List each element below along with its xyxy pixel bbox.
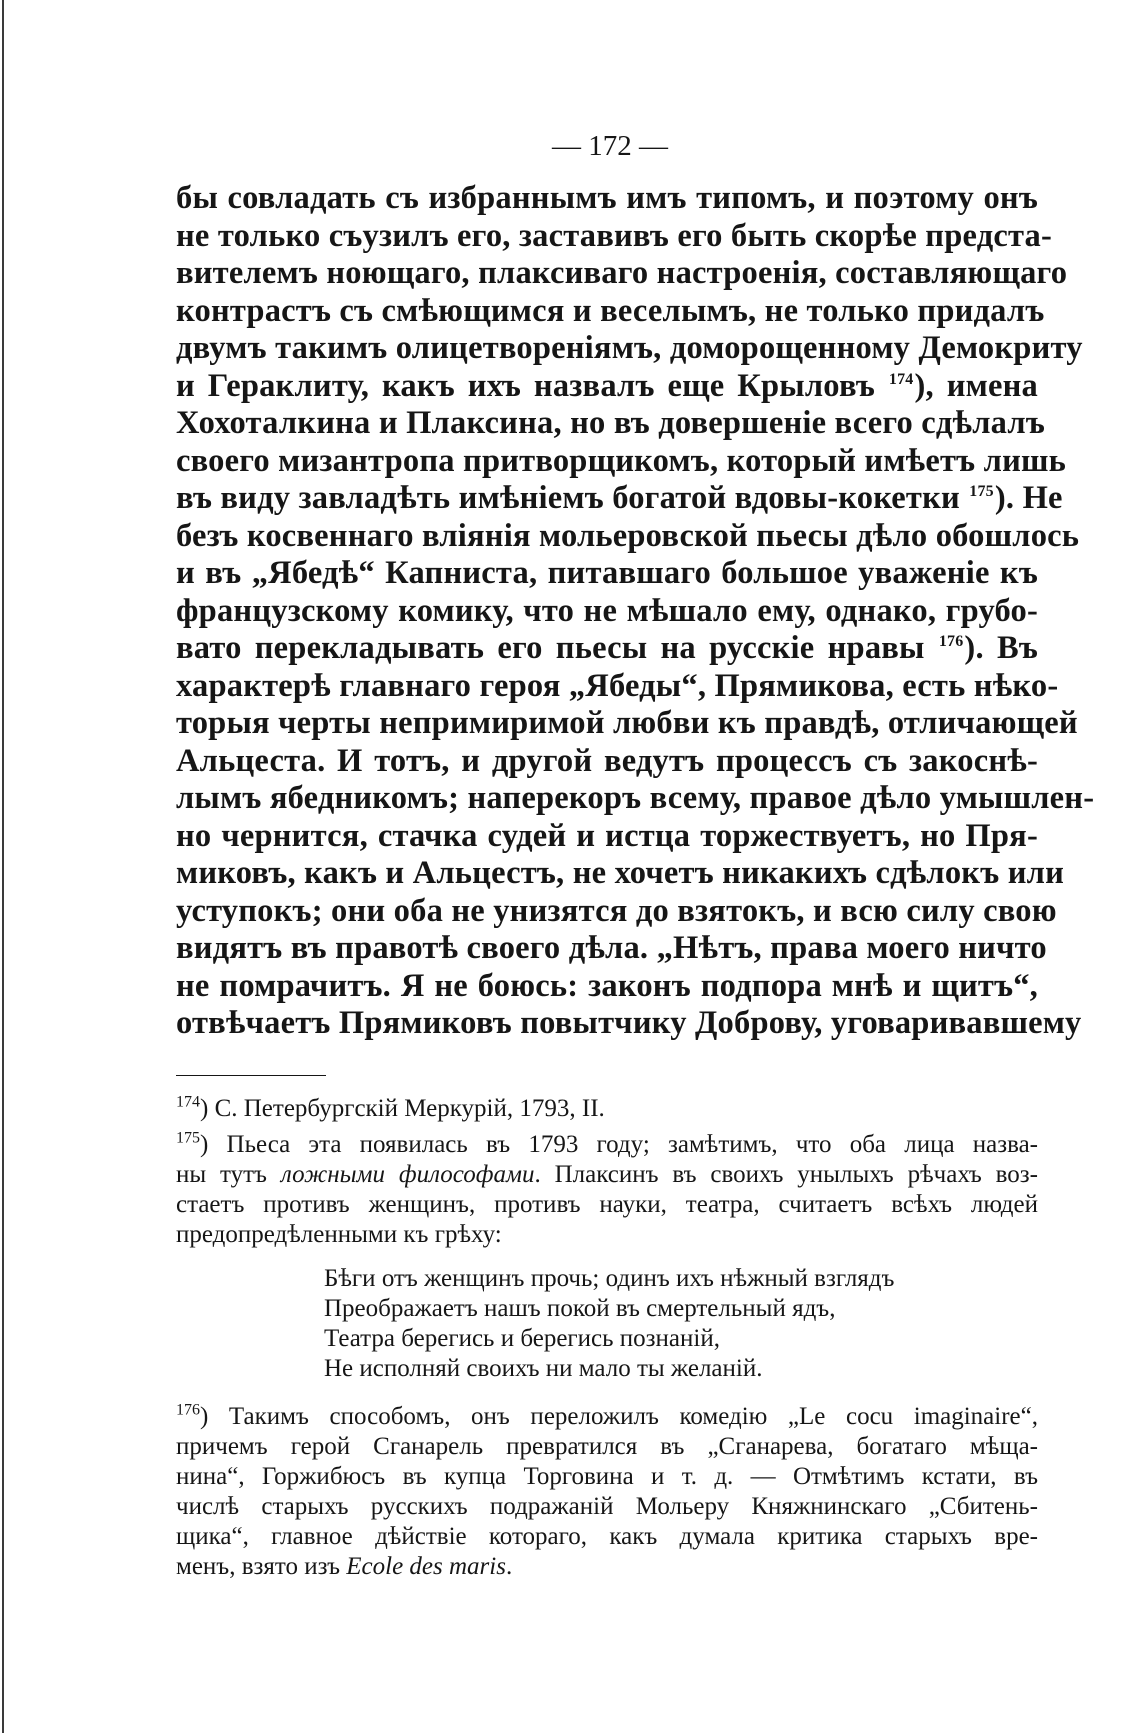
footnote-italic-text: Ecole des maris [346, 1552, 506, 1580]
footnote-text: ны тутъ [176, 1160, 281, 1188]
footnote-line [176, 1130, 1038, 1160]
footnote-line: причемъ герой Сганарель превратился въ „Сганарева, богатаго мѣща- [176, 1432, 1038, 1460]
footnote-line [176, 1160, 1038, 1190]
footnote-ref-176: 176 [938, 633, 964, 651]
text-segment: ). Въ [964, 630, 1038, 666]
text-line: не только съузилъ его, заставивъ его быть скорѣе предста- [176, 217, 1052, 254]
footnote-text: ) Пьеса эта появилась въ 1793 году; замѣтимъ, что оба лица назва- [200, 1130, 1038, 1158]
text-segment: ). Не [994, 480, 1063, 516]
text-line: характерѣ главнаго героя „Ябеды“, Прямикова, есть нѣко- [176, 667, 1059, 704]
footnote-text: . [505, 1552, 513, 1580]
text-line: но чернится, стачка судей и истца торжествуетъ, но Пря- [176, 817, 1038, 854]
footnote-174 [176, 1094, 1038, 1124]
text-line: отвѣчаетъ Прямиковъ повытчику Доброву, уговаривавшему [176, 1005, 1082, 1041]
footnote-text: ) С. Петербургскій Меркурій, 1793, II. [200, 1094, 605, 1122]
footnotes [176, 1094, 1038, 1582]
text-line: вителемъ ноющаго, плаксиваго настроенія, составляющаго [176, 255, 1068, 291]
text-line: видятъ въ правотѣ своего дѣла. „Нѣтъ, права моего ничто [176, 930, 1047, 966]
text-line: контрастъ съ смѣющимся и веселымъ, не только придалъ [176, 292, 1045, 329]
footnote-line [176, 1402, 1038, 1432]
scan-edge-line [2, 0, 4, 1733]
footnote-line: нина“, Горжибюсъ въ купца Торговина и т. д. — Отмѣтимъ кстати, въ [176, 1462, 1038, 1490]
footnote-line [176, 1552, 1038, 1582]
text-line: Хохоталкина и Плаксина, но въ довершеніе всего сдѣлалъ [176, 405, 1045, 441]
footnote-line: щика“, главное дѣйствіе котораго, какъ думала критика старыхъ вре- [176, 1522, 1038, 1550]
footnote-mark: 174 [176, 1093, 200, 1111]
verse-line: Не исполняй своихъ ни мало ты желаній. [324, 1354, 763, 1382]
text-line: торыя черты непримиримой любви къ правдѣ, отличающей [176, 705, 1078, 741]
book-page [176, 120, 1095, 1588]
text-line [176, 368, 1038, 406]
text-line: уступокъ; они оба не унизятся до взятокъ, и всю силу свою [176, 892, 1057, 929]
text-line: бы совладать съ избраннымъ имъ типомъ, и поэтому онъ [176, 180, 1038, 216]
text-line: безъ косвеннаго вліянія мольеровской пьесы дѣло обошлось [176, 517, 1080, 554]
text-line [176, 480, 1063, 518]
text-line [176, 630, 1038, 668]
text-line: двумъ такимъ олицетвореніямъ, доморощенному Демокриту [176, 330, 1083, 366]
text-segment: и Гераклиту, какъ ихъ назвалъ еще Крыловъ [176, 367, 876, 404]
footnote-line: стаетъ противъ женщинъ, противъ науки, театра, считаетъ всѣхъ людей [176, 1190, 1038, 1218]
text-segment: вато перекладывать его пьесы на русскіе нравы [176, 630, 925, 666]
text-segment: ), имена [914, 367, 1038, 404]
text-line: миковъ, какъ и Альцестъ, не хочетъ никакихъ сдѣлокъ или [176, 855, 1064, 891]
page-number: — 172 — [552, 130, 668, 162]
text-line: лымъ ябедникомъ; наперекоръ всему, правое дѣло умышлен- [176, 780, 1095, 816]
text-line: и въ „Ябедѣ“ Капниста, питавшаго большое уваженіе къ [176, 555, 1038, 591]
verse-quote [324, 1264, 1038, 1384]
footnote-divider [176, 1075, 326, 1076]
footnote-176 [176, 1402, 1038, 1582]
footnote-line: предопредѣленными къ грѣху: [176, 1220, 502, 1248]
footnote-175 [176, 1130, 1038, 1384]
footnote-line: числѣ старыхъ русскихъ подражаній Мольеру Княжнинскаго „Сбитень- [176, 1492, 1038, 1520]
text-line: французскому комику, что не мѣшало ему, однако, грубо- [176, 592, 1038, 629]
footnote-line [176, 1094, 1038, 1124]
footnote-text: ) Такимъ способомъ, онъ переложилъ комедію „Le cocu imaginaire“, [200, 1402, 1038, 1430]
text-line: своего мизантропа притворщикомъ, который имѣетъ лишь [176, 442, 1067, 479]
footnote-mark: 175 [176, 1129, 200, 1147]
footnote-ref-174: 174 [888, 370, 914, 388]
footnote-italic-text: ложными философами [280, 1160, 535, 1188]
text-line: Альцеста. И тотъ, и другой ведутъ процессъ съ закоснѣ- [176, 742, 1038, 779]
footnote-text: менъ, взято изъ [176, 1552, 347, 1580]
text-segment: въ виду завладѣть имѣніемъ богатой вдовы-кокетки [176, 480, 960, 516]
verse-line: Бѣги отъ женщинъ прочь; одинъ ихъ нѣжный взглядъ [324, 1264, 895, 1292]
footnote-mark: 176 [176, 1401, 200, 1419]
main-text [176, 180, 1095, 1043]
verse-line: Преображаетъ нашъ покой въ смертельный ядъ, [324, 1294, 836, 1322]
verse-line: Театра берегись и берегись познаній, [324, 1324, 720, 1352]
footnote-text: . Плаксинъ въ своихъ унылыхъ рѣчахъ воз- [534, 1160, 1039, 1188]
footnote-ref-175: 175 [969, 483, 994, 501]
text-line: не помрачитъ. Я не боюсь: законъ подпора мнѣ и щитъ“, [176, 967, 1038, 1004]
